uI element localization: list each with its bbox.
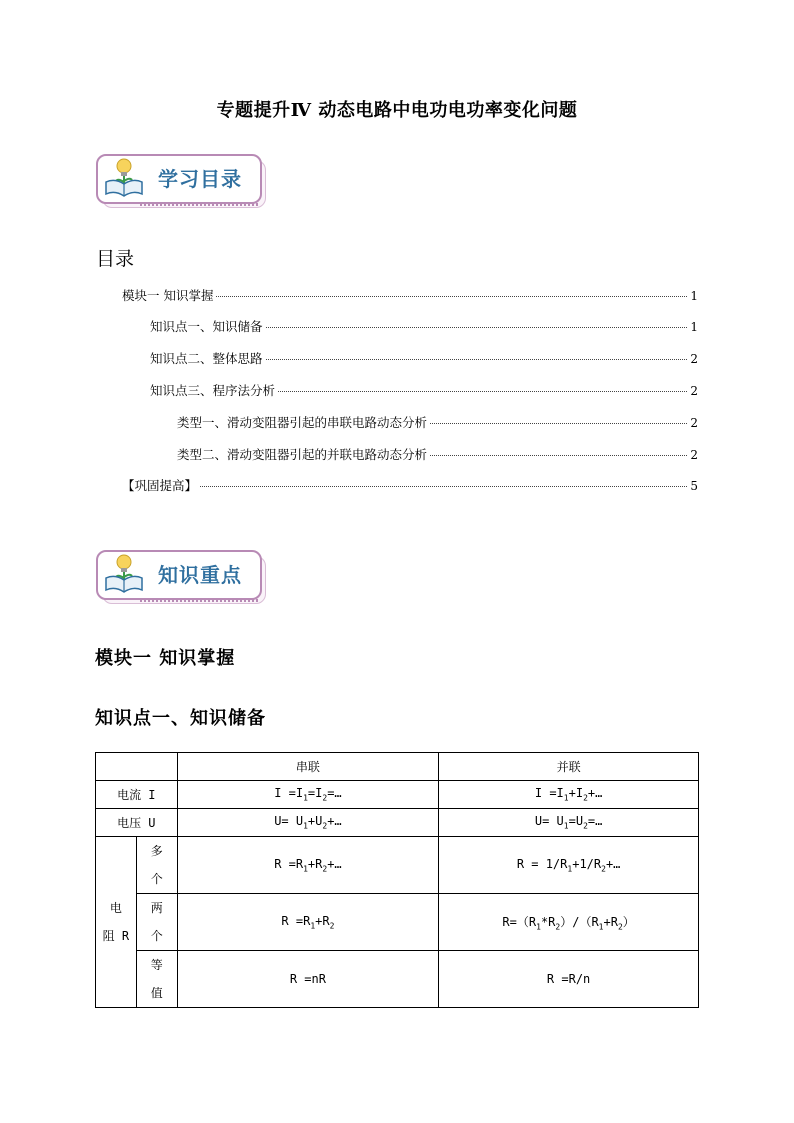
toc-leader xyxy=(200,486,687,487)
toc-heading: 目录 xyxy=(96,248,135,270)
toc-entry-label: 【巩固提高】 xyxy=(122,478,198,493)
toc-leader xyxy=(430,423,687,424)
toc-entry-page: 5 xyxy=(690,479,698,493)
table-header-parallel: 并联 xyxy=(439,753,699,781)
study-goals-banner xyxy=(96,154,266,212)
toc-entry-label: 知识点三、程序法分析 xyxy=(150,383,276,398)
toc-entry-label: 类型一、滑动变阻器引起的串联电路动态分析 xyxy=(177,415,428,430)
key-points-banner xyxy=(96,550,266,608)
toc-entry-label: 类型二、滑动变阻器引起的并联电路动态分析 xyxy=(177,447,428,462)
toc-leader xyxy=(266,359,688,360)
toc-leader xyxy=(216,296,687,297)
toc-entry[interactable] xyxy=(122,476,698,494)
multi-series-cell: $R =R_1+R_2+\dots$ xyxy=(177,837,439,894)
two-parallel-cell: $R=(R_1*R_2)/(R_1+R_2)$ xyxy=(439,894,699,951)
toc-entry[interactable] xyxy=(177,413,698,431)
toc-entry-page: 2 xyxy=(690,448,698,462)
toc-entry-page: 2 xyxy=(690,416,698,430)
toc-entry-label: 知识点一、知识储备 xyxy=(150,319,263,334)
banner-label: 学习目录 xyxy=(158,167,242,191)
equal-series-cell: R =nR xyxy=(177,951,439,1008)
module-heading: 模块一 知识掌握 xyxy=(95,648,236,669)
equal-parallel-cell: R =R/n xyxy=(439,951,699,1008)
toc-leader xyxy=(430,455,687,456)
banner-dots xyxy=(140,599,258,602)
row-label-resistance: 电 阻 R xyxy=(96,837,137,1008)
multi-parallel-cell: $R = 1/R_1+1/R_2+\dots$ xyxy=(439,837,699,894)
sub-label-two: 两 个 xyxy=(136,894,177,951)
sub-label-equal: 等 值 xyxy=(136,951,177,1008)
toc-entry[interactable] xyxy=(177,445,698,463)
banner-dots xyxy=(140,203,258,206)
current-series-cell: $I =I_1=I_2=\dots$ xyxy=(177,781,439,809)
toc-entry-page: 2 xyxy=(690,352,698,366)
toc-entry-label: 知识点二、整体思路 xyxy=(150,351,263,366)
row-label-voltage: 电压 U xyxy=(96,809,178,837)
voltage-series-cell: $U= U_1+U_2+\dots$ xyxy=(177,809,439,837)
voltage-parallel-cell: $U= U_1=U_2=\dots$ xyxy=(439,809,699,837)
toc-entry[interactable] xyxy=(122,286,698,304)
book-bulb-icon xyxy=(102,552,146,594)
toc-entry-page: 1 xyxy=(690,320,698,334)
toc-entry[interactable] xyxy=(150,349,698,367)
page-title: 专题提升Ⅳ 动态电路中电功电功率变化问题 xyxy=(216,100,578,121)
current-parallel-cell: $I =I_1+I_2+\dots$ xyxy=(439,781,699,809)
section-heading: 知识点一、知识储备 xyxy=(95,708,266,729)
two-series-cell: $R =R_1+R_2$ xyxy=(177,894,439,951)
toc-leader xyxy=(278,391,687,392)
toc-entry-page: 1 xyxy=(690,289,698,303)
knowledge-table xyxy=(95,752,699,1008)
toc-entry-page: 2 xyxy=(690,384,698,398)
sub-label-multi: 多 个 xyxy=(136,837,177,894)
table-header-series: 串联 xyxy=(177,753,439,781)
banner-label: 知识重点 xyxy=(158,563,242,587)
book-bulb-icon xyxy=(102,156,146,198)
toc-entry[interactable] xyxy=(150,317,698,335)
row-label-current: 电流 I xyxy=(96,781,178,809)
table-corner-cell xyxy=(96,753,178,781)
toc-leader xyxy=(266,327,688,328)
toc-entry[interactable] xyxy=(150,381,698,399)
toc-entry-label: 模块一 知识掌握 xyxy=(122,288,214,303)
